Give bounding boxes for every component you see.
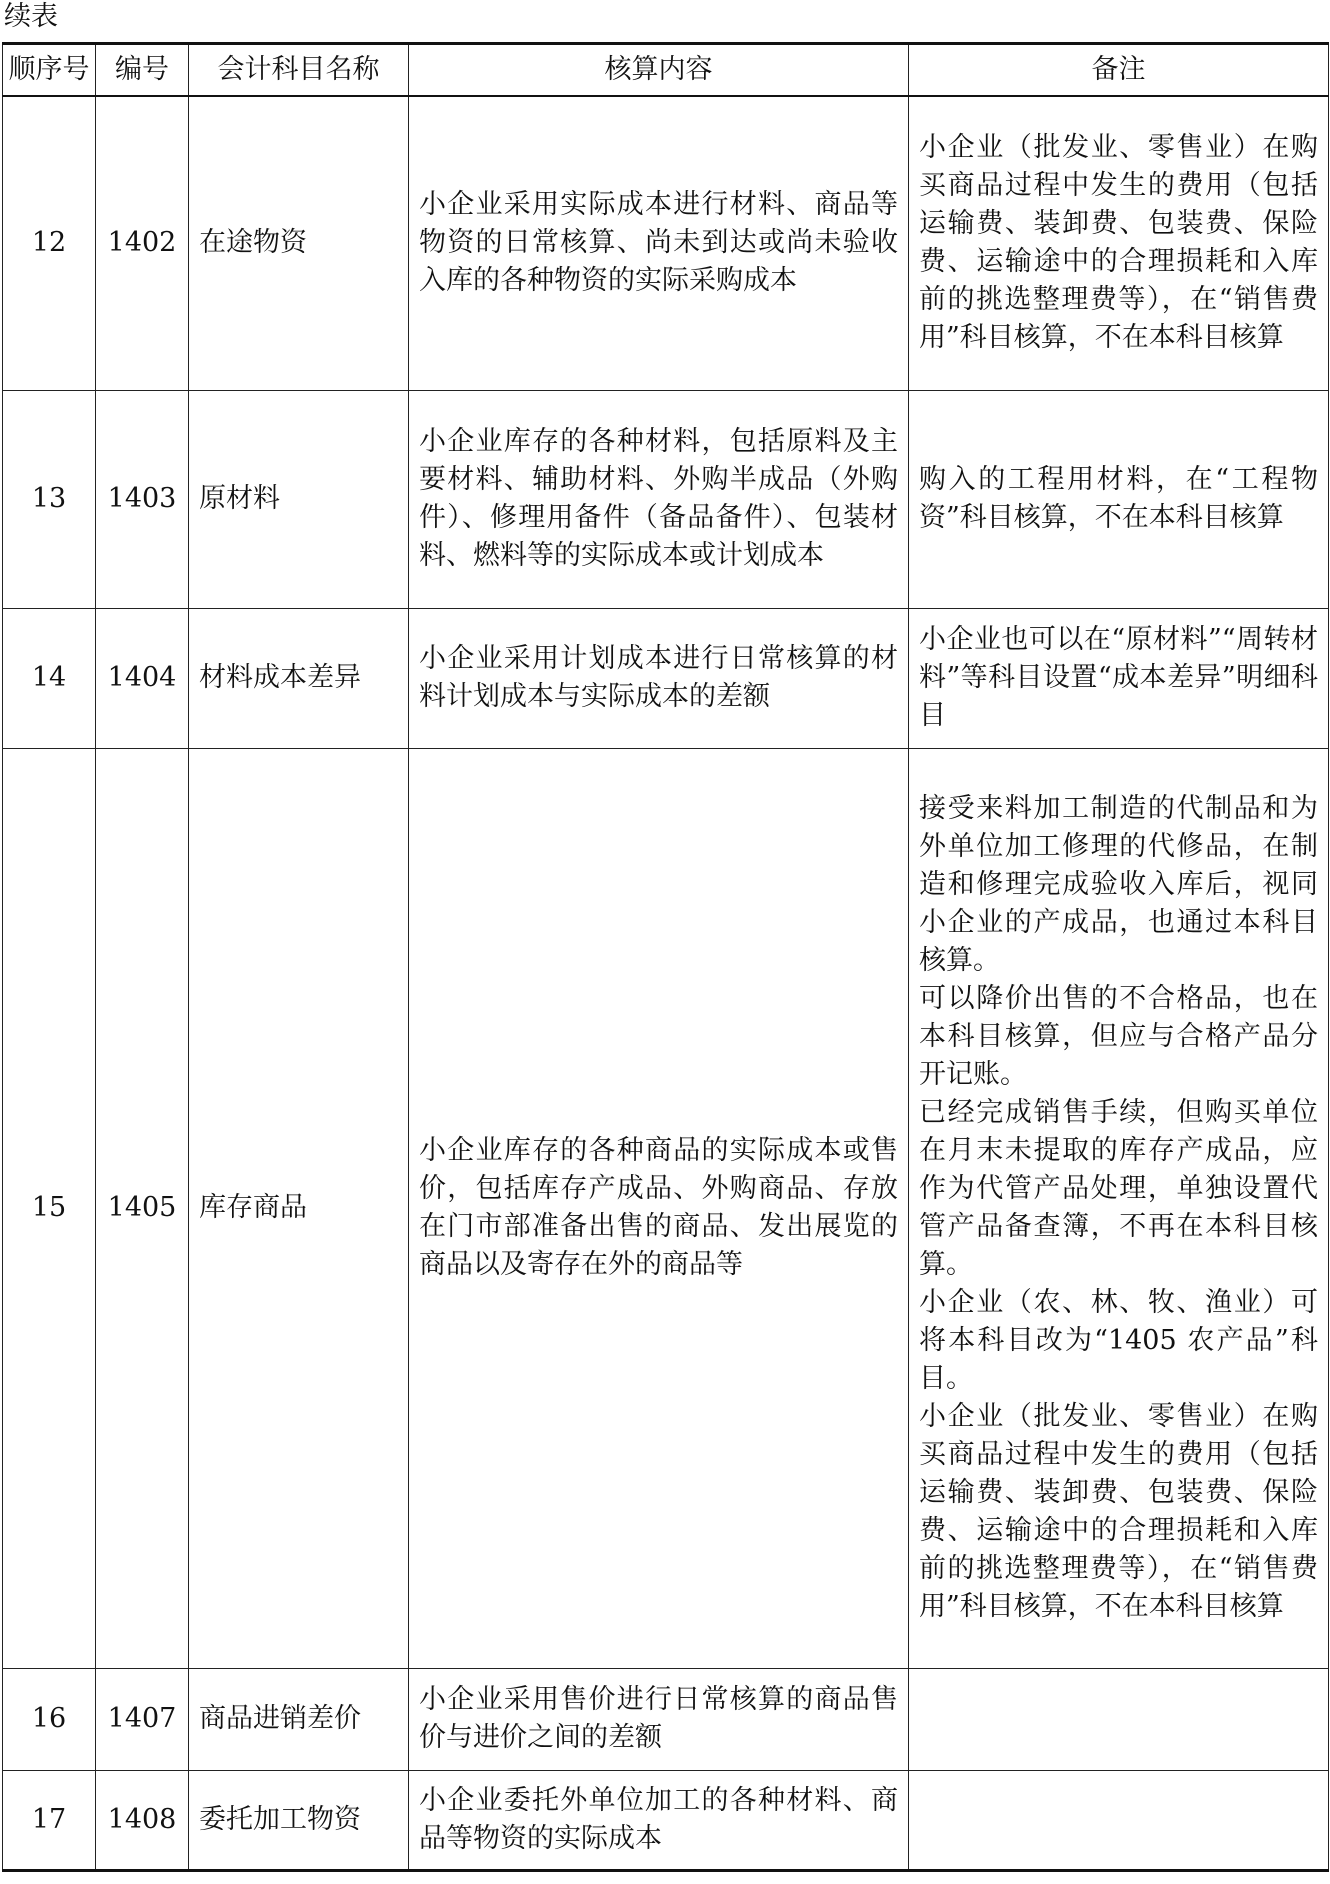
note-paragraph: 小企业（批发业、零售业）在购买商品过程中发生的费用（包括运输费、装卸费、包装费、保险费、运输途中的合理损耗和入库前的挑选整理费等），在“销售费用”科目核算，不在本科目核算 — [919, 132, 1318, 354]
table-row — [3, 96, 1329, 390]
row-code: 1404 — [96, 608, 189, 748]
row-seq: 15 — [3, 748, 96, 1668]
table-row — [3, 390, 1329, 608]
header-content: 核算内容 — [409, 44, 909, 97]
row-code: 1407 — [96, 1668, 189, 1770]
row-name: 库存商品 — [189, 748, 409, 1668]
note-paragraph: 接受来料加工制造的代制品和为外单位加工修理的代修品，在制造和修理完成验收入库后，视同小企业的产成品，也通过本科目核算。 — [919, 793, 1318, 976]
header-notes: 备注 — [909, 44, 1329, 97]
row-code: 1408 — [96, 1770, 189, 1870]
note-paragraph: 可以降价出售的不合格品，也在本科目核算，但应与合格产品分开记账。 — [919, 983, 1318, 1090]
row-name: 原材料 — [189, 390, 409, 608]
row-content: 小企业采用售价进行日常核算的商品售价与进价之间的差额 — [409, 1668, 909, 1770]
row-notes — [909, 748, 1329, 1668]
row-code: 1402 — [96, 96, 189, 390]
note-paragraph: 购入的工程用材料，在“工程物资”科目核算，不在本科目核算 — [919, 464, 1318, 533]
note-paragraph: 小企业（批发业、零售业）在购买商品过程中发生的费用（包括运输费、装卸费、包装费、保险费、运输途中的合理损耗和入库前的挑选整理费等），在“销售费用”科目核算，不在本科目核算 — [919, 1401, 1318, 1622]
row-name: 委托加工物资 — [189, 1770, 409, 1870]
note-paragraph: 小企业（农、林、牧、渔业）可将本科目改为“1405 农产品”科目。 — [919, 1287, 1318, 1394]
row-content: 小企业采用实际成本进行材料、商品等物资的日常核算、尚未到达或尚未验收入库的各种物资的实际采购成本 — [409, 96, 909, 390]
row-name: 商品进销差价 — [189, 1668, 409, 1770]
row-seq: 17 — [3, 1770, 96, 1870]
row-code: 1403 — [96, 390, 189, 608]
row-seq: 14 — [3, 608, 96, 748]
row-seq: 16 — [3, 1668, 96, 1770]
header-name: 会计科目名称 — [189, 44, 409, 97]
row-seq: 12 — [3, 96, 96, 390]
table-row — [3, 1770, 1329, 1870]
row-notes — [909, 1668, 1329, 1770]
header-seq: 顺序号 — [3, 44, 96, 97]
note-paragraph: 已经完成销售手续，但购买单位在月末未提取的库存产成品，应作为代管产品处理，单独设置代管产品备查簿，不再在本科目核算。 — [919, 1097, 1318, 1280]
row-content: 小企业库存的各种商品的实际成本或售价，包括库存产成品、外购商品、存放在门市部准备出售的商品、发出展览的商品以及寄存在外的商品等 — [409, 748, 909, 1668]
row-code: 1405 — [96, 748, 189, 1668]
accounts-table — [2, 42, 1329, 1872]
header-row — [3, 44, 1329, 97]
row-name: 材料成本差异 — [189, 608, 409, 748]
row-notes — [909, 96, 1329, 390]
table-caption: 续表 — [4, 1, 58, 32]
row-notes — [909, 1770, 1329, 1870]
table-row — [3, 608, 1329, 748]
table-row — [3, 1668, 1329, 1770]
row-notes — [909, 390, 1329, 608]
table-row — [3, 748, 1329, 1668]
note-paragraph: 小企业也可以在“原材料”“周转材料”等科目设置“成本差异”明细科目 — [919, 624, 1318, 731]
row-content: 小企业库存的各种材料，包括原料及主要材料、辅助材料、外购半成品（外购件）、修理用备件（备品备件）、包装材料、燃料等的实际成本或计划成本 — [409, 390, 909, 608]
row-content: 小企业采用计划成本进行日常核算的材料计划成本与实际成本的差额 — [409, 608, 909, 748]
row-seq: 13 — [3, 390, 96, 608]
row-notes — [909, 608, 1329, 748]
row-name: 在途物资 — [189, 96, 409, 390]
header-code: 编号 — [96, 44, 189, 97]
row-content: 小企业委托外单位加工的各种材料、商品等物资的实际成本 — [409, 1770, 909, 1870]
